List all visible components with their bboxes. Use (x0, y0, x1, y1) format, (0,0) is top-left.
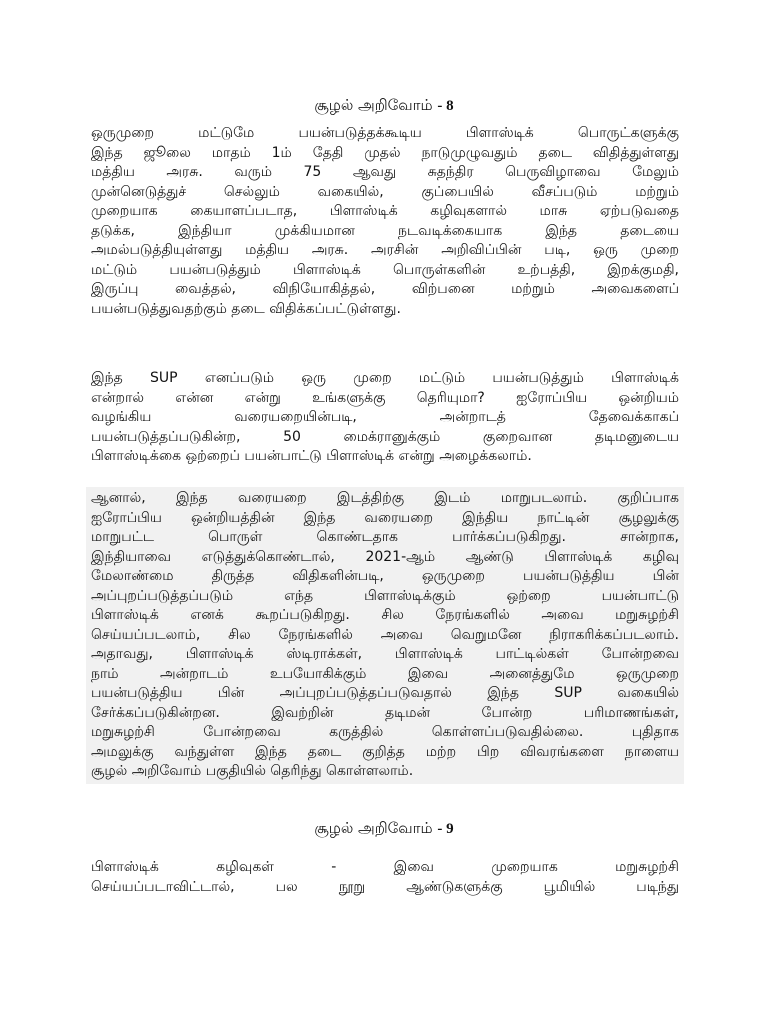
text-line: தடுக்க, இந்தியா முக்கியமான நடவடிக்கையாக இந்த தடையை (91, 222, 679, 239)
text-line: மேலாண்மை திருத்த விதிகளின்படி, ஒருமுறை பயன்படுத்திய பின் (91, 568, 679, 584)
section-9-heading (0, 818, 768, 839)
text-line: பிளாஸ்டிக் கழிவுகள் - இவை முறையாக மறுசுழற்சி (91, 859, 679, 875)
text-line: சேர்க்கப்படுகின்றன. இவற்றின் தடிமன் போன்ற பரிமாணங்கள், (91, 704, 679, 721)
text-line: இருப்பு வைத்தல், விநியோகித்தல், விற்பனை மற்றும் அவைகளைப் (91, 281, 679, 297)
text-line: இந்த ஜூலை மாதம் 1ம் தேதி முதல் நாடுமுழுவதும் தடை விதித்துள்ளது (91, 144, 679, 161)
text-line: மத்திய அரசு. வரும் 75 ஆவது சுதந்திர பெருவிழாவை மேலும் (91, 164, 679, 180)
paragraph-1 (91, 124, 679, 319)
paragraph-2 (91, 369, 679, 467)
text-line: மட்டும் பயன்படுத்தும் பிளாஸ்டிக் பொருள்களின் உற்பத்தி, இறக்குமதி, (91, 261, 679, 278)
text-line: அதாவது, பிளாஸ்டிக் ஸ்டிராக்கள், பிளாஸ்டிக் பாட்டில்கள் போன்றவை (91, 646, 679, 662)
text-line: சூழல் அறிவோம் பகுதியில் தெரிந்து கொள்ளலாம். (91, 763, 414, 779)
text-line: நாம் அன்றாடம் உபயோகிக்கும் இவை அனைத்துமே ஒருமுறை (91, 665, 679, 682)
text-line: வழங்கிய வரையறையின்படி, அன்றாடத் தேவைக்காகப் (91, 409, 679, 425)
text-line: பயன்படுத்திய பின் அப்புறப்படுத்தப்படுவதால் இந்த SUP வகையில் (91, 685, 679, 701)
section-heading-text: சூழல் அறிவோம் (314, 96, 433, 114)
text-line: இந்தியாவை எடுத்துக்கொண்டால், 2021-ஆம் ஆண்டு பிளாஸ்டிக் கழிவு (91, 548, 679, 565)
text-line: அமலுக்கு வந்துள்ள இந்த தடை குறித்த மற்ற பிற விவரங்களை நாளைய (91, 743, 679, 760)
text-line: இந்த SUP எனப்படும் ஒரு முறை மட்டும் பயன்படுத்தும் பிளாஸ்டிக் (91, 370, 679, 386)
text-line: மறுசுழற்சி போன்றவை கருத்தில் கொள்ளப்படுவதில்லை. புதிதாக (91, 724, 679, 740)
text-line: செய்யப்படலாம், சில நேரங்களில் அவை வெறுமனே நிராகரிக்கப்படலாம். (91, 626, 679, 643)
text-line: அமல்படுத்தியுள்ளது மத்திய அரசு. அரசின் அறிவிப்பின் படி, ஒரு முறை (91, 242, 679, 258)
text-line: ஆனால், இந்த வரையறை இடத்திற்கு இடம் மாறுபடலாம். குறிப்பாக (91, 490, 679, 506)
section-heading-text: சூழல் அறிவோம் (314, 819, 433, 837)
section-number: - 8 (437, 98, 454, 114)
text-line: செய்யப்படாவிட்டால், பல நூறு ஆண்டுகளுக்கு பூமியில் படிந்து (91, 878, 679, 895)
section-number: - 9 (437, 821, 454, 837)
text-line: முறையாக கையாளப்படாத, பிளாஸ்டிக் கழிவுகளால் மாசு ஏற்படுவதை (91, 203, 679, 219)
text-line: என்றால் என்ன என்று உங்களுக்கு தெரியுமா? ஐரோப்பிய ஒன்றியம் (91, 389, 679, 406)
text-line: பயன்படுத்துவதற்கும் தடை விதிக்கப்பட்டுள்ளது. (91, 300, 401, 317)
text-line: பிளாஸ்டிக்கை ஒற்றைப் பயன்பாட்டு பிளாஸ்டிக் என்று அழைக்கலாம். (91, 448, 532, 464)
text-line: பயன்படுத்தப்படுகின்ற, 50 மைக்ரானுக்கும் குறைவான தடிமனுடைய (91, 428, 679, 445)
text-line: முன்னெடுத்துச் செல்லும் வகையில், குப்பையில் வீசப்படும் மற்றும் (91, 183, 679, 200)
paragraph-4 (91, 858, 679, 897)
section-8-heading (0, 95, 768, 116)
text-line: அப்புறப்படுத்தப்படும் எந்த பிளாஸ்டிக்கும் ஒற்றை பயன்பாட்டு (91, 587, 679, 604)
text-line: மாறுபட்ட பொருள் கொண்டதாக பார்க்கப்படுகிறது. சான்றாக, (91, 529, 679, 545)
paragraph-3 (86, 487, 684, 784)
text-line: ஒருமுறை மட்டுமே பயன்படுத்தக்கூடிய பிளாஸ்டிக் பொருட்களுக்கு (91, 125, 679, 141)
text-line: ஐரோப்பிய ஒன்றியத்தின் இந்த வரையறை இந்திய நாட்டின் சூழலுக்கு (91, 509, 679, 526)
text-line: பிளாஸ்டிக் எனக் கூறப்படுகிறது. சில நேரங்களில் அவை மறுசுழற்சி (91, 607, 679, 623)
